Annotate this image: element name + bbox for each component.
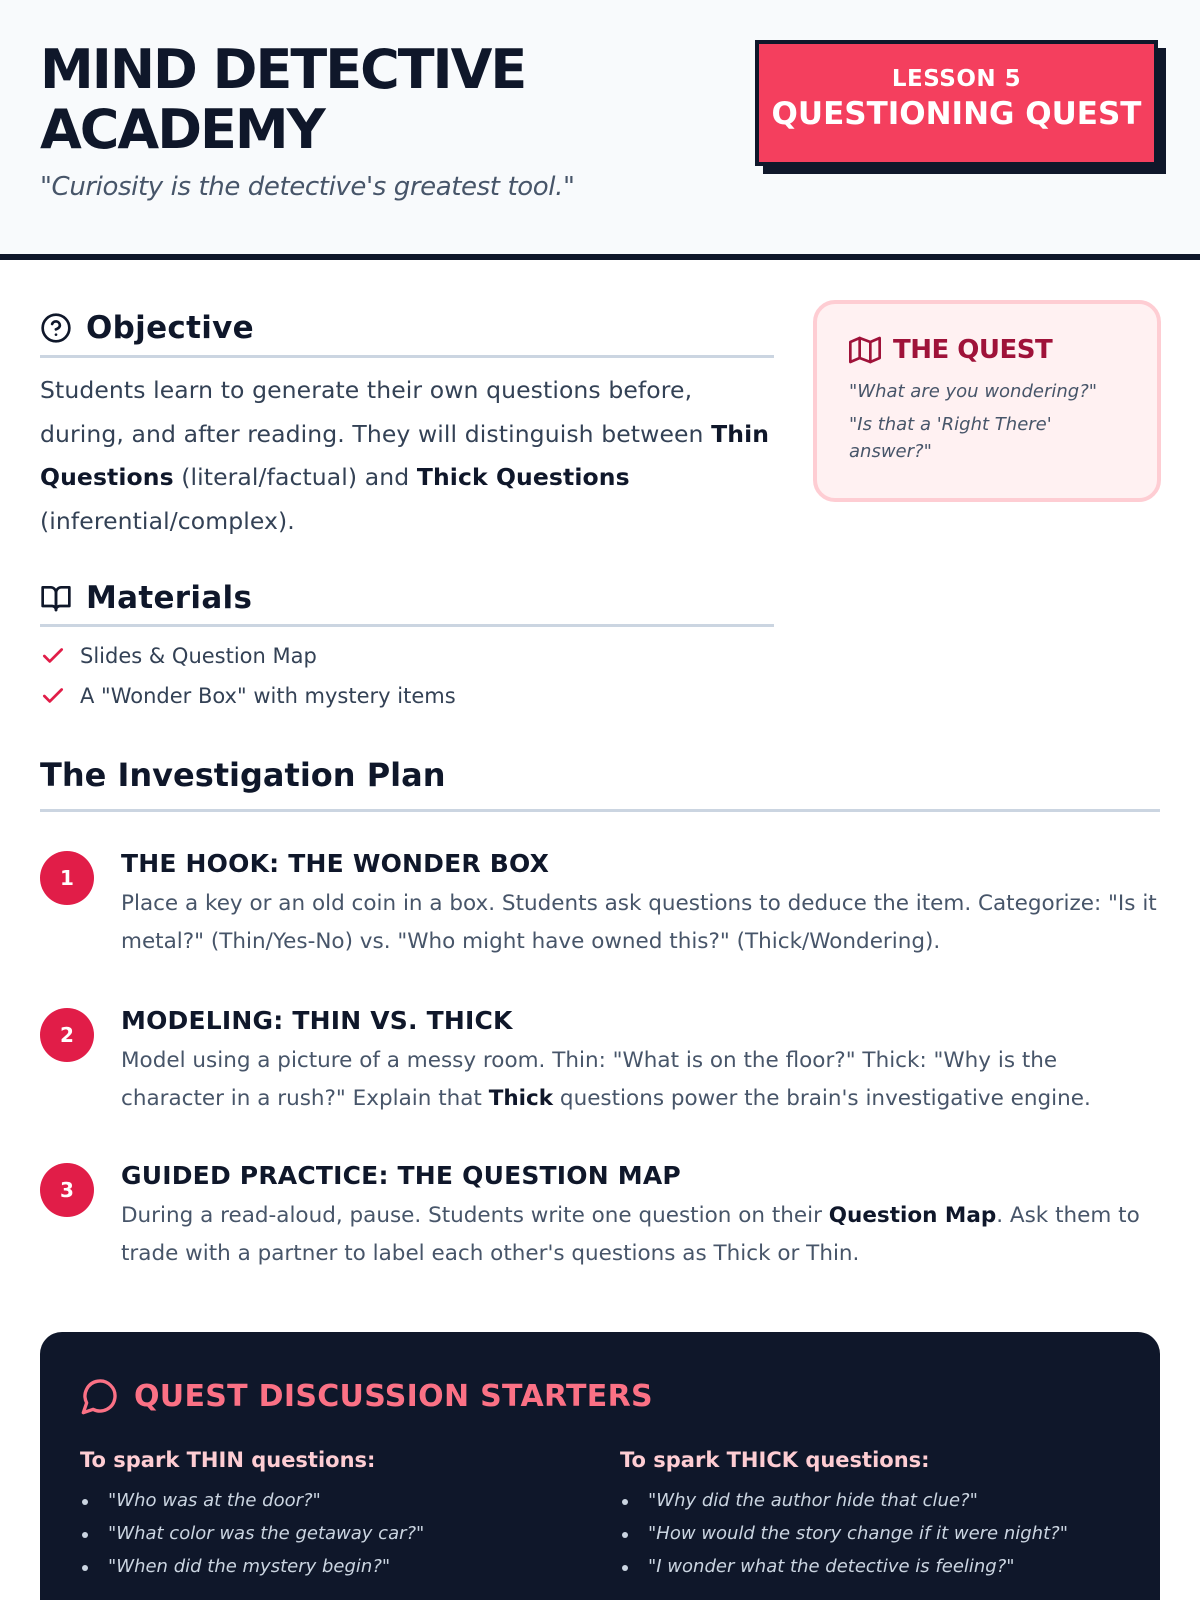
objective-title: Objective — [86, 309, 254, 346]
step-title: GUIDED PRACTICE: THE QUESTION MAP — [121, 1161, 681, 1190]
objective-thick-term: Thick Questions — [416, 463, 630, 491]
objective-thin-term: Thin Questions — [40, 419, 770, 491]
list-item — [40, 676, 456, 716]
objective-text — [40, 369, 780, 543]
academy-title — [40, 40, 680, 160]
objective-text-part2: (literal/factual) and — [173, 463, 417, 491]
step-body — [121, 1197, 1166, 1273]
step-body-bold: Thick — [488, 1086, 554, 1111]
material-item-label: A "Wonder Box" with mystery items — [80, 684, 456, 708]
check-icon — [40, 643, 66, 669]
list-item: "Why did the author hide that clue?" — [620, 1490, 1120, 1523]
quest-line: "Is that a 'Right There' answer?" — [849, 414, 1052, 462]
step-number-badge: 2 — [40, 1008, 94, 1062]
quest-title: THE QUEST — [893, 335, 1053, 365]
quest-heading — [849, 334, 1125, 366]
step-body-bold: Question Map — [828, 1203, 997, 1228]
step-title: THE HOOK: THE WONDER BOX — [121, 849, 550, 878]
step-number-badge: 3 — [40, 1163, 94, 1217]
check-icon — [40, 683, 66, 709]
step-body: Place a key or an old coin in a box. Students ask questions to deduce the item. Categorize: "Is it metal?" (Thin/Yes-No) vs. "Who might have owned this?" (Thick/Wondering). — [121, 891, 1157, 954]
materials-title: Materials — [86, 579, 253, 616]
thick-questions-list — [620, 1490, 1120, 1589]
objective-text-part3: (inferential/complex). — [40, 506, 295, 535]
step-title: MODELING: THIN VS. THICK — [121, 1006, 513, 1035]
thick-questions-heading: To spark THICK questions: — [620, 1448, 930, 1472]
step-body-part2: . Ask them to trade with a partner to label each other's questions as Thick or Thin. — [121, 1203, 1140, 1266]
lesson-number: LESSON 5 — [891, 66, 1022, 92]
step-body-part1: Model using a picture of a messy room. Thin: "What is on the floor?" Thick: "Why is the character in a rush?" Explain that — [121, 1048, 1058, 1111]
list-item: "When did the mystery begin?" — [80, 1556, 580, 1589]
list-item: "What color was the getaway car?" — [80, 1523, 580, 1556]
thin-questions-heading: To spark THIN questions: — [80, 1448, 376, 1472]
thin-questions-list — [80, 1490, 580, 1589]
lesson-name: QUESTIONING QUEST — [771, 96, 1142, 132]
objective-heading — [40, 300, 774, 358]
quest-card — [813, 300, 1161, 502]
objective-text-part1: Students learn to generate their own questions before, during, and after reading. They will distinguish between — [40, 376, 712, 448]
map-icon — [849, 334, 881, 366]
plan-title: The Investigation Plan — [40, 756, 446, 794]
step-number-badge: 1 — [40, 851, 94, 905]
material-item-label: Slides & Question Map — [80, 644, 317, 668]
step-body-part1: During a read-aloud, pause. Students write one question on their — [121, 1203, 829, 1228]
materials-heading — [40, 571, 774, 627]
discussion-heading — [80, 1376, 653, 1416]
materials-list — [40, 636, 456, 716]
academy-title-line2: ACADEMY — [40, 98, 324, 161]
academy-title-line1: MIND DETECTIVE — [40, 38, 526, 101]
list-item: "I wonder what the detective is feeling?" — [620, 1556, 1120, 1589]
chat-bubble-icon — [80, 1376, 120, 1416]
discussion-panel — [40, 1332, 1160, 1600]
quest-line: "What are you wondering?" — [849, 381, 1098, 402]
list-item: "How would the story change if it were night?" — [620, 1523, 1120, 1556]
question-circle-icon — [40, 312, 72, 344]
thick-questions-column — [620, 1448, 1120, 1589]
list-item — [40, 636, 456, 676]
step-body — [121, 1042, 1166, 1118]
book-open-icon — [40, 582, 72, 614]
page-header — [0, 0, 1200, 260]
lesson-badge — [755, 40, 1158, 166]
step-body-part2: questions power the brain's investigative engine. — [553, 1086, 1091, 1111]
list-item: "Who was at the door?" — [80, 1490, 580, 1523]
tagline: "Curiosity is the detective's greatest tool." — [40, 172, 575, 202]
thin-questions-column — [80, 1448, 580, 1589]
discussion-title: QUEST DISCUSSION STARTERS — [134, 1378, 653, 1414]
plan-heading — [40, 756, 1160, 812]
